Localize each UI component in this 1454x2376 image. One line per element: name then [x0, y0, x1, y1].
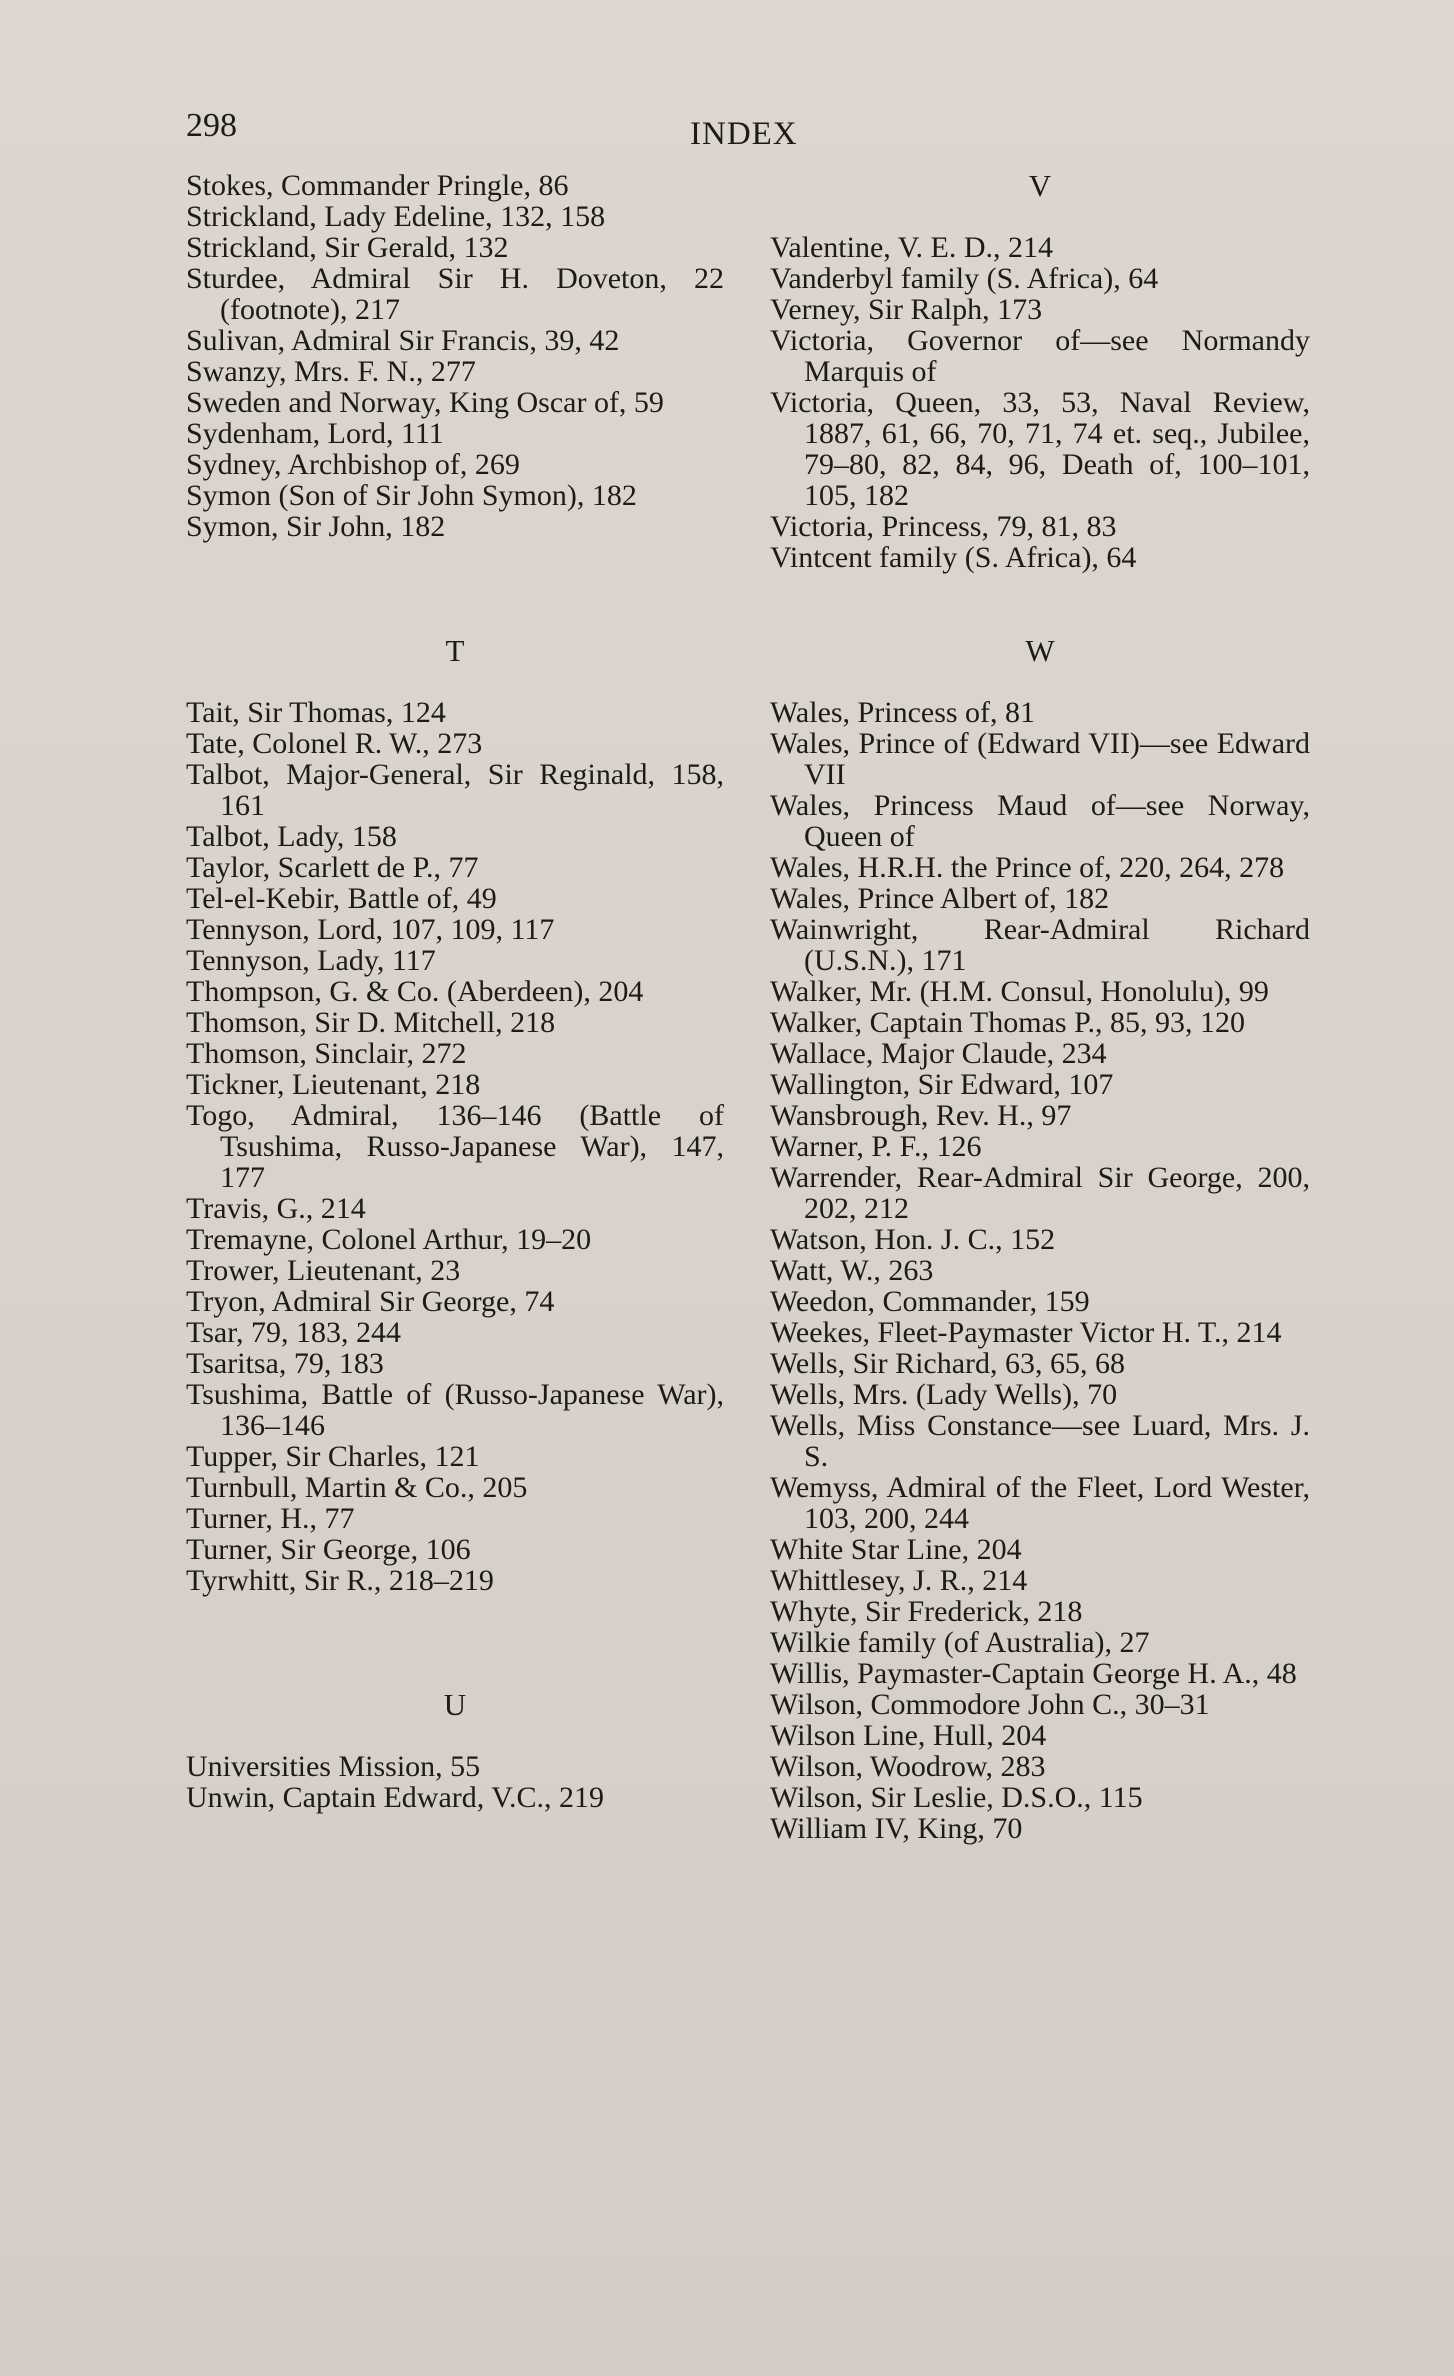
- index-entry: Verney, Sir Ralph, 173: [770, 293, 1043, 326]
- index-entry: Willis, Paymaster-Captain George H. A., 48: [770, 1657, 1297, 1690]
- index-entry: Wales, Princess Maud of—see Norway, Queen of: [770, 789, 1310, 853]
- index-entry: Weekes, Fleet-Paymaster Victor H. T., 214: [770, 1316, 1282, 1349]
- index-entry: Strickland, Lady Edeline, 132, 158: [186, 200, 606, 233]
- t-entries: [186, 697, 724, 1596]
- section-letter-t: T: [445, 633, 465, 668]
- index-entry: Travis, G., 214: [186, 1192, 366, 1225]
- index-entry: Victoria, Princess, 79, 81, 83: [770, 510, 1117, 543]
- index-entry: Universities Mission, 55: [186, 1750, 481, 1783]
- index-entry: Wemyss, Admiral of the Fleet, Lord Wester, 103, 200, 244: [770, 1471, 1310, 1535]
- index-entry: Vintcent family (S. Africa), 64: [770, 541, 1137, 574]
- index-entry: Watt, W., 263: [770, 1254, 934, 1287]
- index-entry: Thompson, G. & Co. (Aberdeen), 204: [186, 975, 644, 1008]
- index-entry: Wallington, Sir Edward, 107: [770, 1068, 1114, 1101]
- index-entry: Wilkie family (of Australia), 27: [770, 1626, 1150, 1659]
- index-entry: Victoria, Governor of—see Normandy Marquis of: [770, 324, 1310, 388]
- index-entry: Sturdee, Admiral Sir H. Doveton, 22 (footnote), 217: [186, 262, 724, 326]
- running-head: INDEX: [690, 116, 798, 152]
- index-entry: Weedon, Commander, 159: [770, 1285, 1090, 1318]
- index-column-right: [770, 170, 1310, 1844]
- index-entry: Watson, Hon. J. C., 152: [770, 1223, 1056, 1256]
- index-entry: Valentine, V. E. D., 214: [770, 231, 1054, 264]
- index-entry: Wansbrough, Rev. H., 97: [770, 1099, 1072, 1132]
- index-entry: Swanzy, Mrs. F. N., 277: [186, 355, 476, 388]
- index-entry: Tremayne, Colonel Arthur, 19–20: [186, 1223, 592, 1256]
- section-letter-v: V: [1028, 168, 1052, 203]
- index-entry: Tait, Sir Thomas, 124: [186, 696, 446, 729]
- index-entry: Whyte, Sir Frederick, 218: [770, 1595, 1083, 1628]
- index-entry: Turner, Sir George, 106: [186, 1533, 471, 1566]
- index-entry: Tickner, Lieutenant, 218: [186, 1068, 481, 1101]
- index-entry: Tsar, 79, 183, 244: [186, 1316, 402, 1349]
- index-entry: White Star Line, 204: [770, 1533, 1022, 1566]
- index-entry: Sydney, Archbishop of, 269: [186, 448, 520, 481]
- index-entry: Symon (Son of Sir John Symon), 182: [186, 479, 637, 512]
- index-entry: Warner, P. F., 126: [770, 1130, 982, 1163]
- index-entry: Whittlesey, J. R., 214: [770, 1564, 1028, 1597]
- index-entry: Walker, Captain Thomas P., 85, 93, 120: [770, 1006, 1245, 1039]
- index-entry: Strickland, Sir Gerald, 132: [186, 231, 509, 264]
- index-entry: Tryon, Admiral Sir George, 74: [186, 1285, 555, 1318]
- index-entry: Tennyson, Lady, 117: [186, 944, 436, 977]
- u-entries: [186, 1751, 724, 1813]
- index-entry: Wilson, Sir Leslie, D.S.O., 115: [770, 1781, 1143, 1814]
- section-letter-u: U: [443, 1687, 467, 1722]
- index-entry: Wells, Miss Constance—see Luard, Mrs. J. S.: [770, 1409, 1310, 1473]
- index-entry: Tennyson, Lord, 107, 109, 117: [186, 913, 555, 946]
- index-entry: Tyrwhitt, Sir R., 218–219: [186, 1564, 494, 1597]
- index-entry: Wells, Sir Richard, 63, 65, 68: [770, 1347, 1126, 1380]
- index-entry: Turnbull, Martin & Co., 205: [186, 1471, 528, 1504]
- index-entry: Wales, Prince of (Edward VII)—see Edward VII: [770, 727, 1310, 791]
- v-entries: [770, 232, 1310, 573]
- s-entries: [186, 170, 724, 542]
- index-entry: Tel-el-Kebir, Battle of, 49: [186, 882, 497, 915]
- index-entry: Warrender, Rear-Admiral Sir George, 200, 202, 212: [770, 1161, 1310, 1225]
- index-entry: Thomson, Sir D. Mitchell, 218: [186, 1006, 556, 1039]
- index-entry: Togo, Admiral, 136–146 (Battle of Tsushima, Russo-Japanese War), 147, 177: [186, 1099, 724, 1194]
- w-entries: [770, 697, 1310, 1844]
- index-entry: Thomson, Sinclair, 272: [186, 1037, 467, 1070]
- index-entry: Sweden and Norway, King Oscar of, 59: [186, 386, 664, 419]
- index-entry: Turner, H., 77: [186, 1502, 355, 1535]
- index-entry: Sulivan, Admiral Sir Francis, 39, 42: [186, 324, 620, 357]
- index-entry: Victoria, Queen, 33, 53, Naval Review, 1887, 61, 66, 70, 71, 74 et. seq., Jubilee, 79–80, 82, 84, 96, Death of, 100–101, 105, 182: [770, 386, 1310, 512]
- index-entry: Symon, Sir John, 182: [186, 510, 446, 543]
- index-entry: William IV, King, 70: [770, 1812, 1023, 1845]
- index-entry: Wales, Prince Albert of, 182: [770, 882, 1110, 915]
- page-number: 298: [186, 107, 237, 144]
- index-entry: Wainwright, Rear-Admiral Richard (U.S.N.), 171: [770, 913, 1310, 977]
- index-entry: Taylor, Scarlett de P., 77: [186, 851, 479, 884]
- index-entry: Vanderbyl family (S. Africa), 64: [770, 262, 1159, 295]
- index-entry: Wilson Line, Hull, 204: [770, 1719, 1047, 1752]
- index-entry: Tsaritsa, 79, 183: [186, 1347, 384, 1380]
- index-entry: Wilson, Commodore John C., 30–31: [770, 1688, 1210, 1721]
- section-letter-w: W: [1025, 633, 1055, 668]
- index-entry: Sydenham, Lord, 111: [186, 417, 444, 450]
- index-entry: Stokes, Commander Pringle, 86: [186, 169, 569, 202]
- index-entry: Walker, Mr. (H.M. Consul, Honolulu), 99: [770, 975, 1269, 1008]
- index-entry: Tupper, Sir Charles, 121: [186, 1440, 480, 1473]
- index-column-left: [186, 170, 724, 1813]
- index-entry: Unwin, Captain Edward, V.C., 219: [186, 1781, 605, 1814]
- index-entry: Tate, Colonel R. W., 273: [186, 727, 483, 760]
- index-entry: Wilson, Woodrow, 283: [770, 1750, 1046, 1783]
- index-entry: Wells, Mrs. (Lady Wells), 70: [770, 1378, 1118, 1411]
- index-entry: Wales, Princess of, 81: [770, 696, 1036, 729]
- index-entry: Talbot, Major-General, Sir Reginald, 158, 161: [186, 758, 724, 822]
- index-entry: Talbot, Lady, 158: [186, 820, 397, 853]
- index-entry: Trower, Lieutenant, 23: [186, 1254, 461, 1287]
- index-entry: Tsushima, Battle of (Russo-Japanese War), 136–146: [186, 1378, 724, 1442]
- index-entry: Wallace, Major Claude, 234: [770, 1037, 1107, 1070]
- index-entry: Wales, H.R.H. the Prince of, 220, 264, 278: [770, 851, 1285, 884]
